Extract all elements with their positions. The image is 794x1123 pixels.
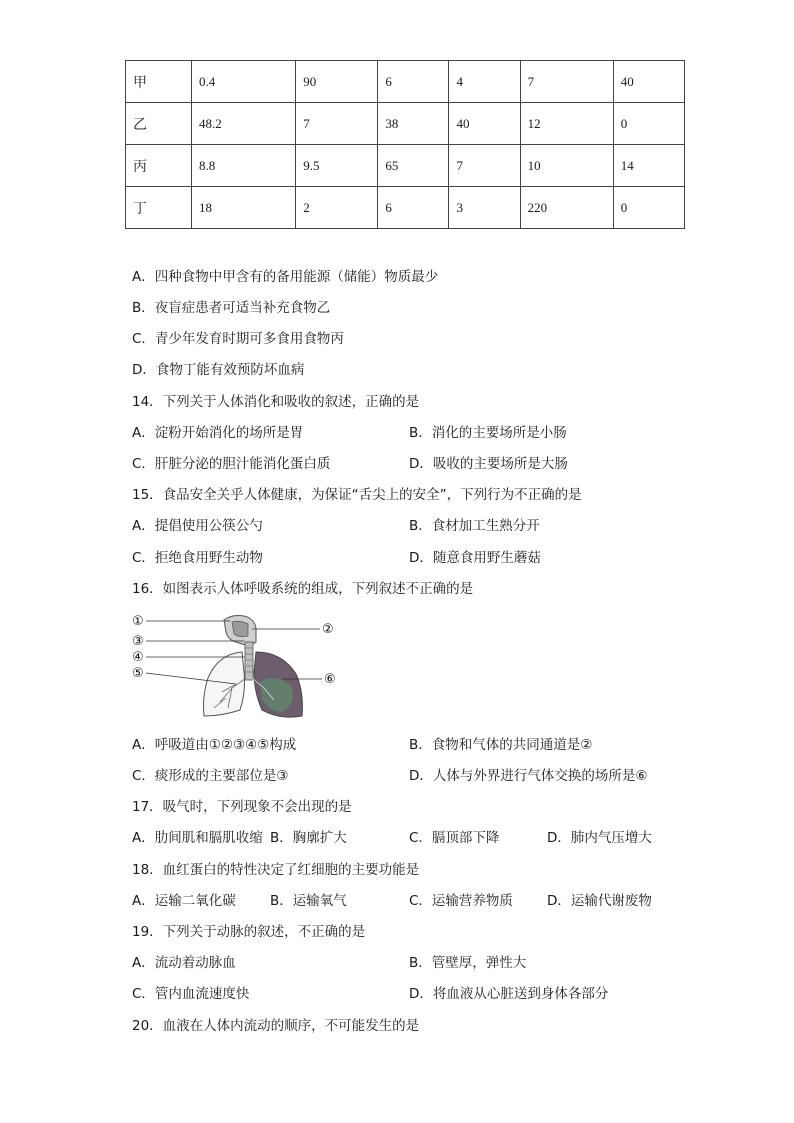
table-cell: 90 xyxy=(296,61,378,103)
table-cell: 40 xyxy=(613,61,684,103)
food-name-cell: 乙 xyxy=(126,103,192,145)
table-row xyxy=(126,61,685,103)
q14-option-d: D．吸收的主要场所是大肠 xyxy=(409,456,568,472)
table-cell: 65 xyxy=(378,145,449,187)
table-cell: 7 xyxy=(296,103,378,145)
table-cell: 0 xyxy=(613,187,684,229)
q20-stem: 20．血液在人体内流动的顺序，不可能发生的是 xyxy=(132,1018,420,1034)
q14-stem: 14．下列关于人体消化和吸收的叙述，正确的是 xyxy=(132,394,420,410)
q13-option-c: C．青少年发育时期可多食用食物丙 xyxy=(132,331,344,347)
q18-stem: 18．血红蛋白的特性决定了红细胞的主要功能是 xyxy=(132,862,420,878)
q16-option-b: B．食物和气体的共同通道是② xyxy=(409,737,593,753)
q15-option-d: D．随意食用野生蘑菇 xyxy=(409,550,541,566)
q16-option-d: D．人体与外界进行气体交换的场所是⑥ xyxy=(409,768,648,784)
q14-option-c: C．肝脏分泌的胆汁能消化蛋白质 xyxy=(132,456,331,472)
figure-label-4: ④ xyxy=(132,650,144,665)
q15-option-a: A．提倡使用公筷公勺 xyxy=(132,518,263,534)
q19-option-b: B．管壁厚，弹性大 xyxy=(409,955,527,971)
table-cell: 7 xyxy=(449,145,520,187)
table-cell: 8.8 xyxy=(192,145,296,187)
food-name-cell: 丁 xyxy=(126,187,192,229)
table-cell: 10 xyxy=(520,145,613,187)
table-cell: 0 xyxy=(613,103,684,145)
food-name-cell: 甲 xyxy=(126,61,192,103)
q19-option-d: D．将血液从心脏送到身体各部分 xyxy=(409,986,609,1002)
table-cell: 0.4 xyxy=(192,61,296,103)
table-cell: 18 xyxy=(192,187,296,229)
q19-option-a: A．流动着动脉血 xyxy=(132,955,236,971)
q17-option-c: C．膈顶部下降 xyxy=(409,830,500,846)
q19-stem: 19．下列关于动脉的叙述，不正确的是 xyxy=(132,924,366,940)
q15-option-c: C．拒绝食用野生动物 xyxy=(132,550,263,566)
table-cell: 7 xyxy=(520,61,613,103)
figure-label-1: ① xyxy=(132,614,144,629)
figure-label-3: ③ xyxy=(132,634,144,649)
q16-stem: 16．如图表示人体呼吸系统的组成，下列叙述不正确的是 xyxy=(132,581,474,597)
table-cell: 6 xyxy=(378,61,449,103)
q14-option-b: B．消化的主要场所是小肠 xyxy=(409,425,567,441)
table-cell: 14 xyxy=(613,145,684,187)
q18-option-c: C．运输营养物质 xyxy=(409,893,513,909)
figure-label-2: ② xyxy=(322,622,334,637)
respiratory-system-figure xyxy=(132,612,344,722)
figure-label-5: ⑤ xyxy=(132,666,144,681)
table-cell: 40 xyxy=(449,103,520,145)
table-cell: 3 xyxy=(449,187,520,229)
q16-option-c: C．痰形成的主要部位是③ xyxy=(132,768,289,784)
nutrient-table xyxy=(125,60,685,229)
q17-option-b: B．胸廓扩大 xyxy=(270,830,347,846)
table-row xyxy=(126,103,685,145)
table-row xyxy=(126,187,685,229)
food-name-cell: 丙 xyxy=(126,145,192,187)
q18-option-a: A．运输二氧化碳 xyxy=(132,893,236,909)
table-cell: 12 xyxy=(520,103,613,145)
q19-option-c: C．管内血流速度快 xyxy=(132,986,250,1002)
q16-option-a: A．呼吸道由①②③④⑤构成 xyxy=(132,737,297,753)
q13-option-b: B．夜盲症患者可适当补充食物乙 xyxy=(132,300,331,316)
table-cell: 4 xyxy=(449,61,520,103)
table-row xyxy=(126,145,685,187)
q17-option-a: A．肋间肌和膈肌收缩 xyxy=(132,830,263,846)
figure-label-6: ⑥ xyxy=(324,672,336,687)
q15-stem: 15．食品安全关乎人体健康，为保证“舌尖上的安全”，下列行为不正确的是 xyxy=(132,487,582,503)
q15-option-b: B．食材加工生熟分开 xyxy=(409,518,540,534)
q13-option-a: A．四种食物中甲含有的备用能源（储能）物质最少 xyxy=(132,269,439,285)
q17-stem: 17．吸气时，下列现象不会出现的是 xyxy=(132,799,352,815)
q18-option-d: D．运输代谢废物 xyxy=(547,893,652,909)
table-cell: 38 xyxy=(378,103,449,145)
q14-option-a: A．淀粉开始消化的场所是胃 xyxy=(132,425,304,441)
table-cell: 6 xyxy=(378,187,449,229)
table-cell: 220 xyxy=(520,187,613,229)
table-cell: 2 xyxy=(296,187,378,229)
table-cell: 48.2 xyxy=(192,103,296,145)
table-cell: 9.5 xyxy=(296,145,378,187)
q13-option-d: D．食物丁能有效预防坏血病 xyxy=(132,362,305,378)
q18-option-b: B．运输氧气 xyxy=(270,893,347,909)
q17-option-d: D．肺内气压增大 xyxy=(547,830,652,846)
